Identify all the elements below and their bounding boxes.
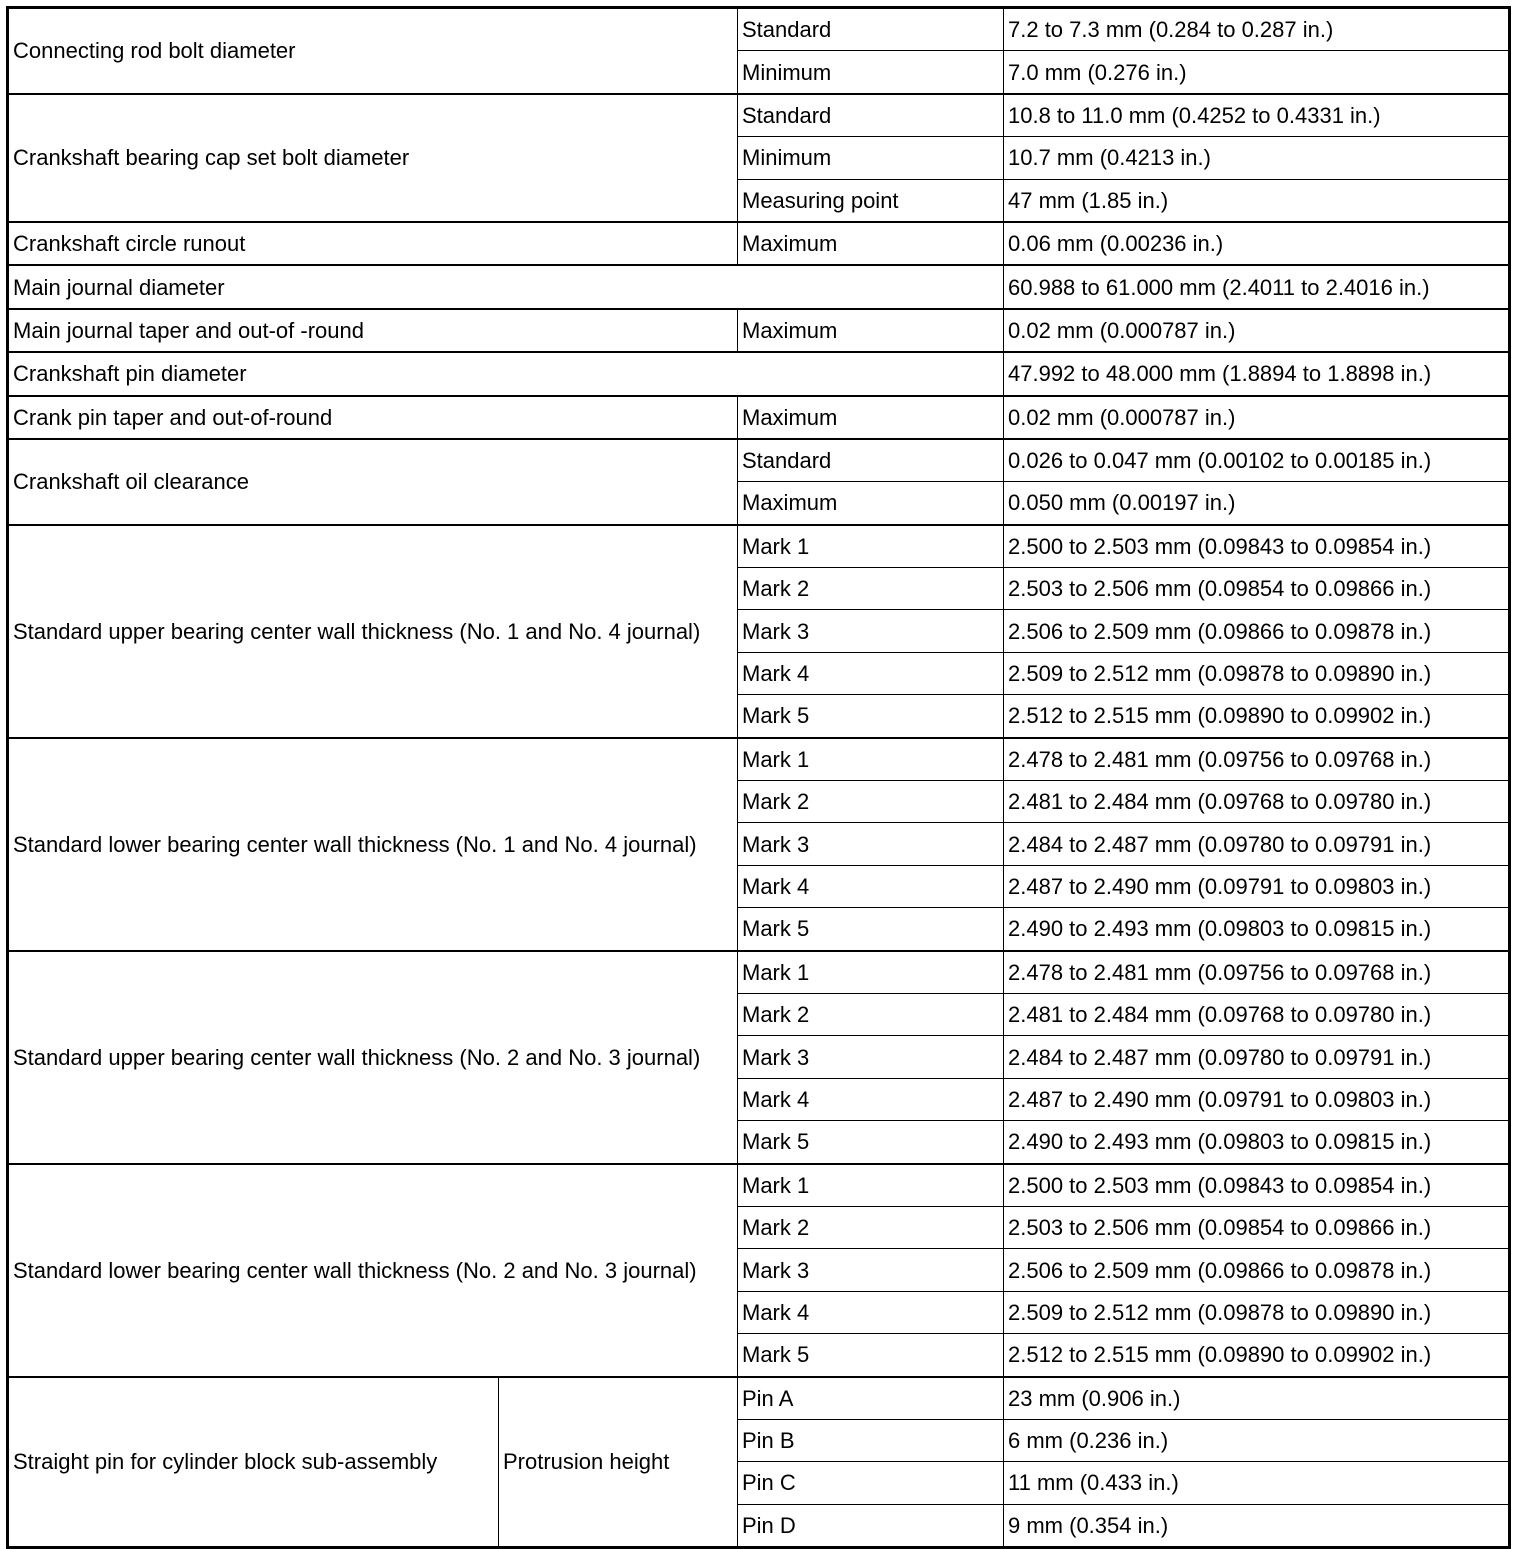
condition-label: Measuring point — [738, 179, 1004, 222]
condition-label: Mark 4 — [738, 1078, 1004, 1120]
table-row — [8, 1164, 1510, 1207]
spec-value: 0.026 to 0.047 mm (0.00102 to 0.00185 in.) — [1004, 439, 1510, 482]
item-label: Main journal taper and out-of -round — [8, 309, 738, 352]
condition-label: Pin A — [738, 1377, 1004, 1420]
condition-label: Mark 2 — [738, 1206, 1004, 1248]
condition-label: Minimum — [738, 51, 1004, 94]
spec-value: 6 mm (0.236 in.) — [1004, 1419, 1510, 1461]
condition-label: Standard — [738, 439, 1004, 482]
spec-value: 11 mm (0.433 in.) — [1004, 1462, 1510, 1504]
spec-value: 2.481 to 2.484 mm (0.09768 to 0.09780 in.) — [1004, 993, 1510, 1035]
table-row — [8, 8, 1510, 51]
item-label: Crankshaft pin diameter — [8, 352, 1004, 395]
condition-label: Mark 1 — [738, 738, 1004, 781]
spec-value: 2.487 to 2.490 mm (0.09791 to 0.09803 in.) — [1004, 865, 1510, 907]
table-row — [8, 309, 1510, 352]
spec-value: 2.509 to 2.512 mm (0.09878 to 0.09890 in.) — [1004, 652, 1510, 694]
spec-value: 47 mm (1.85 in.) — [1004, 179, 1510, 222]
condition-label: Mark 1 — [738, 525, 1004, 568]
condition-label: Mark 1 — [738, 1164, 1004, 1207]
condition-label: Maximum — [738, 396, 1004, 439]
condition-label: Pin B — [738, 1419, 1004, 1461]
item-label: Standard upper bearing center wall thickness (No. 1 and No. 4 journal) — [8, 525, 738, 738]
spec-value: 0.06 mm (0.00236 in.) — [1004, 222, 1510, 265]
item-label: Connecting rod bolt diameter — [8, 8, 738, 94]
condition-label: Mark 4 — [738, 1291, 1004, 1333]
spec-value: 10.8 to 11.0 mm (0.4252 to 0.4331 in.) — [1004, 94, 1510, 137]
spec-value: 2.509 to 2.512 mm (0.09878 to 0.09890 in.) — [1004, 1291, 1510, 1333]
condition-label: Maximum — [738, 309, 1004, 352]
spec-value: 2.490 to 2.493 mm (0.09803 to 0.09815 in.) — [1004, 908, 1510, 951]
spec-value: 47.992 to 48.000 mm (1.8894 to 1.8898 in.) — [1004, 352, 1510, 395]
spec-value: 2.484 to 2.487 mm (0.09780 to 0.09791 in.) — [1004, 1036, 1510, 1078]
spec-value: 9 mm (0.354 in.) — [1004, 1504, 1510, 1547]
spec-value: 0.050 mm (0.00197 in.) — [1004, 482, 1510, 525]
spec-value: 2.500 to 2.503 mm (0.09843 to 0.09854 in.) — [1004, 1164, 1510, 1207]
condition-label: Mark 3 — [738, 1036, 1004, 1078]
table-row — [8, 525, 1510, 568]
spec-value: 0.02 mm (0.000787 in.) — [1004, 396, 1510, 439]
spec-value: 60.988 to 61.000 mm (2.4011 to 2.4016 in.) — [1004, 265, 1510, 308]
condition-label: Mark 5 — [738, 695, 1004, 738]
condition-label: Pin C — [738, 1462, 1004, 1504]
spec-value: 10.7 mm (0.4213 in.) — [1004, 137, 1510, 179]
table-row — [8, 396, 1510, 439]
item-label: Crankshaft bearing cap set bolt diameter — [8, 94, 738, 222]
table-row — [8, 352, 1510, 395]
spec-value: 2.487 to 2.490 mm (0.09791 to 0.09803 in.) — [1004, 1078, 1510, 1120]
table-row — [8, 439, 1510, 482]
condition-label: Pin D — [738, 1504, 1004, 1547]
spec-value: 2.478 to 2.481 mm (0.09756 to 0.09768 in.) — [1004, 738, 1510, 781]
item-label: Standard upper bearing center wall thickness (No. 2 and No. 3 journal) — [8, 951, 738, 1164]
spec-value: 2.481 to 2.484 mm (0.09768 to 0.09780 in.) — [1004, 781, 1510, 823]
condition-label: Minimum — [738, 137, 1004, 179]
condition-label: Mark 3 — [738, 823, 1004, 865]
item-label: Crankshaft oil clearance — [8, 439, 738, 525]
spec-value: 0.02 mm (0.000787 in.) — [1004, 309, 1510, 352]
spec-value: 7.2 to 7.3 mm (0.284 to 0.287 in.) — [1004, 8, 1510, 51]
spec-value: 2.503 to 2.506 mm (0.09854 to 0.09866 in.) — [1004, 1206, 1510, 1248]
spec-table-body — [8, 8, 1510, 1548]
table-row — [8, 738, 1510, 781]
spec-value: 2.500 to 2.503 mm (0.09843 to 0.09854 in.) — [1004, 525, 1510, 568]
spec-value: 2.512 to 2.515 mm (0.09890 to 0.09902 in.) — [1004, 1334, 1510, 1377]
condition-label: Maximum — [738, 222, 1004, 265]
condition-label: Mark 1 — [738, 951, 1004, 994]
condition-label: Mark 2 — [738, 993, 1004, 1035]
spec-value: 2.503 to 2.506 mm (0.09854 to 0.09866 in.) — [1004, 568, 1510, 610]
condition-label: Mark 4 — [738, 865, 1004, 907]
spec-value: 2.506 to 2.509 mm (0.09866 to 0.09878 in.) — [1004, 1249, 1510, 1291]
condition-label: Maximum — [738, 482, 1004, 525]
item-label: Standard lower bearing center wall thickness (No. 2 and No. 3 journal) — [8, 1164, 738, 1377]
condition-label: Mark 3 — [738, 1249, 1004, 1291]
spec-value: 2.490 to 2.493 mm (0.09803 to 0.09815 in.) — [1004, 1121, 1510, 1164]
spec-value: 2.512 to 2.515 mm (0.09890 to 0.09902 in.) — [1004, 695, 1510, 738]
item-label: Crankshaft circle runout — [8, 222, 738, 265]
item-label: Straight pin for cylinder block sub-assembly — [8, 1377, 499, 1548]
condition-label: Mark 2 — [738, 781, 1004, 823]
condition-label: Mark 3 — [738, 610, 1004, 652]
condition-label: Mark 5 — [738, 1334, 1004, 1377]
table-row — [8, 1377, 1510, 1420]
table-row — [8, 951, 1510, 994]
spec-value: 2.484 to 2.487 mm (0.09780 to 0.09791 in.) — [1004, 823, 1510, 865]
condition-label: Mark 4 — [738, 652, 1004, 694]
item-label: Main journal diameter — [8, 265, 1004, 308]
condition-label: Standard — [738, 94, 1004, 137]
spec-value: 23 mm (0.906 in.) — [1004, 1377, 1510, 1420]
condition-label: Standard — [738, 8, 1004, 51]
condition-label: Mark 5 — [738, 908, 1004, 951]
table-row — [8, 94, 1510, 137]
condition-label: Mark 5 — [738, 1121, 1004, 1164]
spec-value: 2.506 to 2.509 mm (0.09866 to 0.09878 in.) — [1004, 610, 1510, 652]
item-middle-label: Protrusion height — [499, 1377, 738, 1548]
item-label: Crank pin taper and out-of-round — [8, 396, 738, 439]
spec-value: 7.0 mm (0.276 in.) — [1004, 51, 1510, 94]
condition-label: Mark 2 — [738, 568, 1004, 610]
specification-table — [6, 6, 1511, 1549]
table-row — [8, 265, 1510, 308]
spec-value: 2.478 to 2.481 mm (0.09756 to 0.09768 in.) — [1004, 951, 1510, 994]
table-row — [8, 222, 1510, 265]
item-label: Standard lower bearing center wall thickness (No. 1 and No. 4 journal) — [8, 738, 738, 951]
